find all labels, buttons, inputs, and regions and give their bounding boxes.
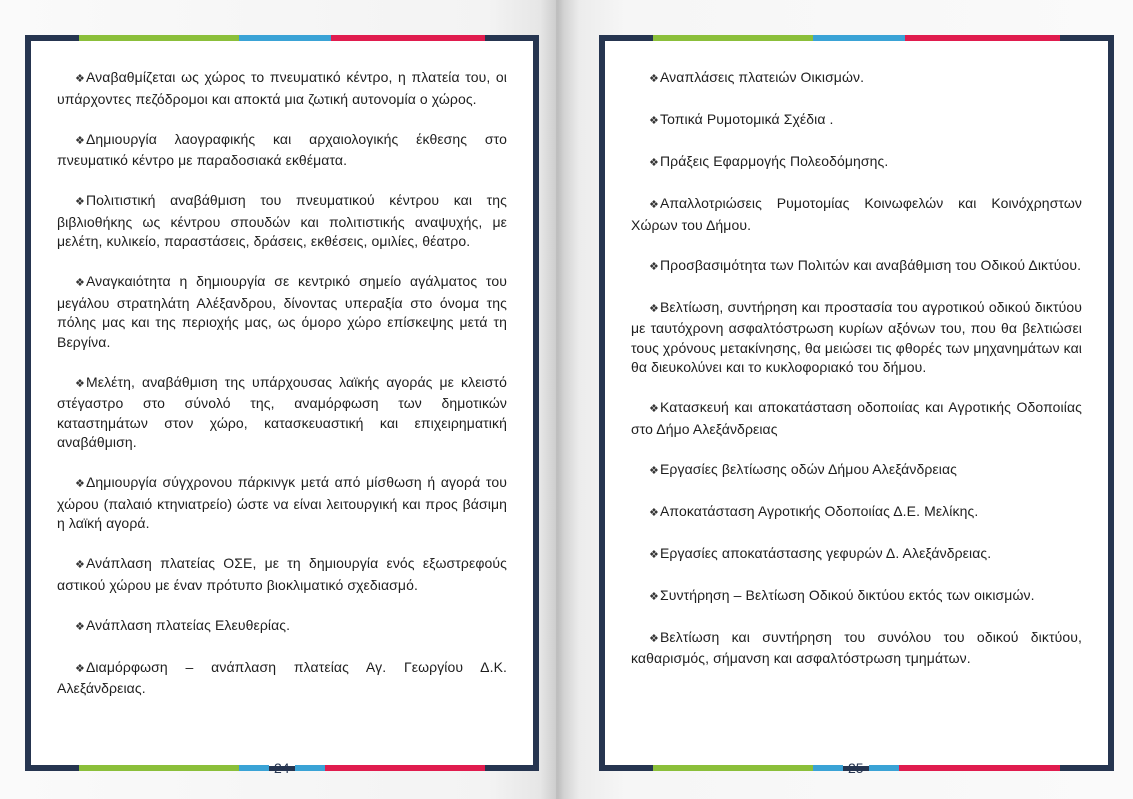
paragraph-text: Προσβασιμότητα των Πολιτών και αναβάθμιση του Οδικού Δικτύου. [659,256,1082,273]
green-stripe [79,35,239,41]
paragraph-text: Πράξεις Εφαρμογής Πολεοδόμησης. [659,153,889,169]
bottom-color-strip [79,760,485,776]
bullet-paragraph [631,628,1082,669]
paragraph-text: Αναβαθμίζεται ως χώρος το πνευματικό κέντρο, η πλατεία του, οι υπάρχοντες πεζόδρομοι και αποκτά μια ζωτική αυτονομία ο χώρος. [57,69,507,107]
bullet-diamond-icon: ❖ [649,632,659,645]
bullet-paragraph [631,502,1082,524]
bullet-diamond-icon: ❖ [75,377,85,390]
right-page-frame [599,35,1114,776]
bullet-diamond-icon: ❖ [75,620,85,633]
bullet-paragraph [631,256,1082,278]
blue-stripe [295,765,325,771]
bullet-paragraph [631,68,1082,90]
paragraph-text: Διαμόρφωση – ανάπλαση πλατείας Αγ. Γεωργίου Δ.Κ. Αλεξάνδρειας. [57,658,507,696]
left-page-content [57,68,507,719]
bullet-paragraph [631,586,1082,608]
paragraph-text: Συντήρηση – Βελτίωση Οδικού δικτύου εκτός των οικισμών. [659,586,1035,603]
bullet-paragraph [631,110,1082,132]
green-stripe [79,765,239,771]
blue-stripe [239,765,269,771]
bullet-diamond-icon: ❖ [75,662,85,675]
bullet-paragraph [57,68,507,109]
top-color-strip [79,35,485,41]
bullet-diamond-icon: ❖ [649,73,659,85]
red-stripe [905,35,1060,41]
bullet-paragraph [57,554,507,595]
bullet-paragraph [57,272,507,352]
red-stripe [325,765,485,771]
left-page-frame [25,35,539,776]
bullet-paragraph [631,460,1082,482]
bullet-paragraph [57,658,507,699]
bottom-color-strip [653,760,1060,776]
paragraph-text: Εργασίες βελτίωσης οδών Δήμου Αλεξάνδρειας [659,460,958,477]
bullet-diamond-icon: ❖ [649,590,659,603]
red-stripe [899,765,1060,771]
bullet-paragraph [57,191,507,252]
page-number: 25 [843,760,869,766]
paragraph-text: Απαλλοτριώσεις Ρυμοτομίας Κοινωφελών και Κοινόχρηστων Χώρων του Δήμου. [631,195,1082,233]
right-page-content [631,68,1082,689]
bullet-paragraph [631,194,1082,235]
bullet-paragraph [57,373,507,453]
blue-stripe [239,35,331,41]
paragraph-text: Αναγκαιότητα η δημιουργία σε κεντρικό σημείο αγάλματος του μεγάλου στρατηλάτη Αλέξανδρου, δίνοντας υπεραξία στο όνομα της πόλης μας και της περιοχής μας, ως όμορο χώρο επίσκεψης μετά τη Βεργίνα. [57,273,507,350]
blue-stripe [869,765,899,771]
blue-stripe [813,765,843,771]
bullet-diamond-icon: ❖ [649,403,659,415]
bullet-diamond-icon: ❖ [649,115,659,127]
bullet-diamond-icon: ❖ [649,464,659,477]
bullet-diamond-icon: ❖ [649,199,659,211]
paragraph-text: Τοπικά Ρυμοτομικά Σχέδια . [659,111,834,127]
paragraph-text: Εργασίες αποκατάστασης γεφυρών Δ. Αλεξάνδρειας. [659,544,992,561]
bullet-diamond-icon: ❖ [75,559,85,571]
page-number: 24 [269,760,295,766]
bullet-paragraph [631,398,1082,439]
bullet-diamond-icon: ❖ [649,302,659,315]
bullet-diamond-icon: ❖ [649,506,659,519]
bullet-diamond-icon: ❖ [75,478,85,490]
gutter-shadow [540,0,580,799]
paragraph-text: Μελέτη, αναβάθμιση της υπάρχουσας λαϊκής αγοράς με κλειστό στέγαστρο στο σύνολό της, αναμόρφωση των δημοτικών καταστημάτων στον χώρο, κατασκευαστική και επιχειρηματική αναβάθμιση. [57,373,507,450]
bullet-diamond-icon: ❖ [649,157,659,169]
bullet-diamond-icon: ❖ [75,134,85,147]
bullet-diamond-icon: ❖ [75,73,85,85]
bullet-diamond-icon: ❖ [649,548,659,561]
green-stripe [653,35,813,41]
bullet-paragraph [57,616,507,638]
bullet-diamond-icon: ❖ [75,196,85,208]
bullet-paragraph [57,130,507,171]
red-stripe [331,35,485,41]
bullet-paragraph [631,152,1082,174]
top-color-strip [653,35,1060,41]
green-stripe [653,765,813,771]
paragraph-text: Δημιουργία λαογραφικής και αρχαιολογικής έκθεσης στο πνευματικό κέντρο με παραδοσιακά εκθέματα. [57,130,507,168]
paragraph-text: Βελτίωση, συντήρηση και προστασία του αγροτικού οδικού δικτύου με ταυτόχρονη ασφαλτόστρωση κυρίων αξόνων του, που θα βελτιώσει τους χρόνους μετακίνησης, θα μειώσει τις φθορές των μηχανημάτων και θα διευκολύνει και το κυκλοφοριακό του δήμου. [631,298,1082,375]
bullet-paragraph [631,298,1082,378]
paragraph-text: Ανάπλαση πλατείας Ελευθερίας. [85,616,291,633]
paragraph-text: Ανάπλαση πλατείας ΟΣΕ, με τη δημιουργία ενός εξωστρεφούς αστικού χώρου με έναν πρότυπο βιοκλιματικό σχεδιασμό. [57,555,507,593]
bullet-paragraph [631,544,1082,566]
paragraph-text: Αποκατάσταση Αγροτικής Οδοποιίας Δ.Ε. Μελίκης. [659,502,979,519]
bullet-paragraph [57,473,507,534]
paragraph-text: Βελτίωση και συντήρηση του συνόλου του οδικού δικτύου, καθαρισμός, σήμανση και ασφαλτόστρωση τμημάτων. [631,628,1082,666]
paragraph-text: Αναπλάσεις πλατειών Οικισμών. [659,69,865,85]
blue-stripe [813,35,905,41]
paragraph-text: Κατασκευή και αποκατάσταση οδοποιίας και Αγροτικής Οδοποιίας στο Δήμο Αλεξάνδρειας [631,399,1082,437]
bullet-diamond-icon: ❖ [75,277,85,289]
bullet-diamond-icon: ❖ [649,260,659,273]
paragraph-text: Δημιουργία σύγχρονου πάρκινγκ μετά από μίσθωση ή αγορά του χώρου (παλαιό κτηνιατρείο) ώστε να είναι λειτουργική και προς βάσιμη η λαϊκή αγορά. [57,474,507,531]
paragraph-text: Πολιτιστική αναβάθμιση του πνευματικού κέντρου και της βιβλιοθήκης ως κέντρου σπουδών και πολιτιστικής αναψυχής, με μελέτη, κυλικείο, παραστάσεις, δράσεις, εκθέσεις, ομιλίες, θέατρο. [57,192,507,249]
